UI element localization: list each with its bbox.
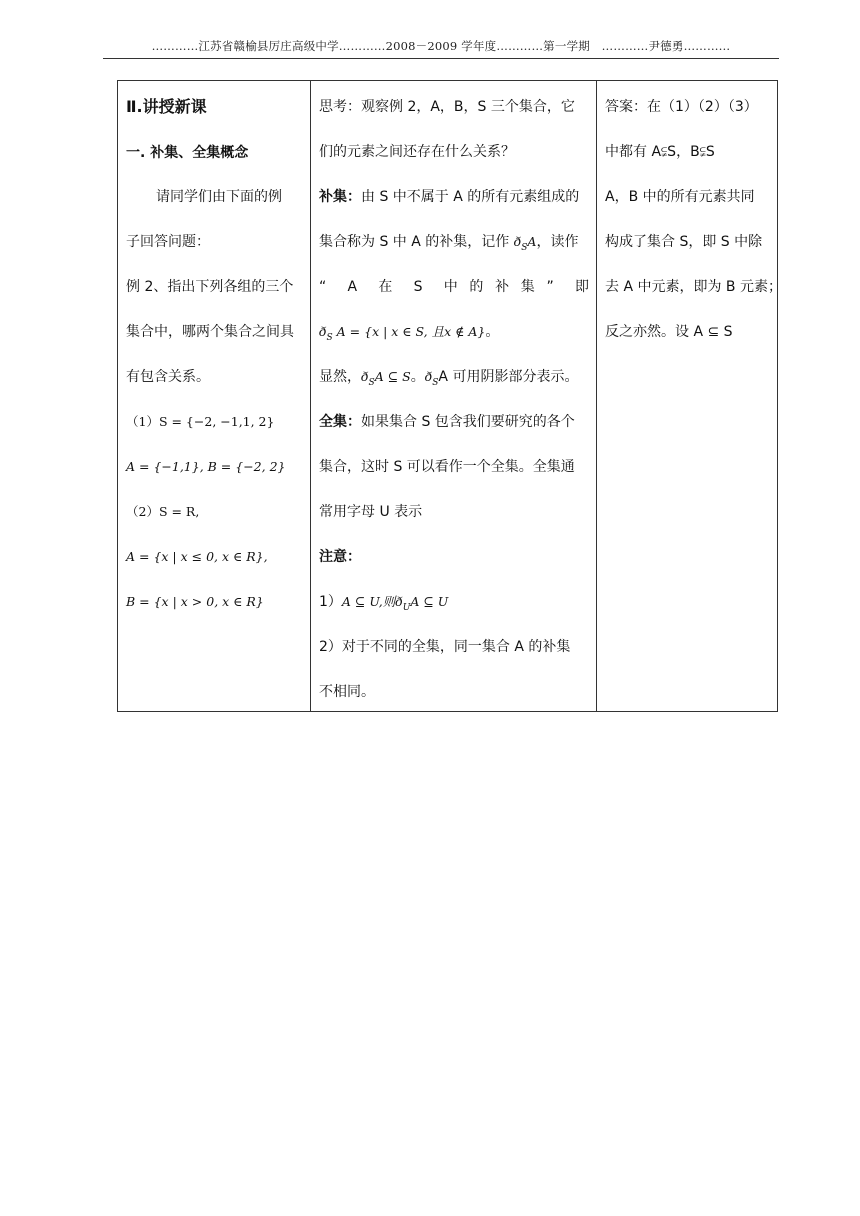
- subsection-heading: 一. 补集、全集概念: [126, 145, 249, 161]
- formula-fragment: A ⊆ U: [410, 594, 449, 609]
- term-universal-set: 全集：: [319, 414, 361, 430]
- text-line: 请同学们由下面的例: [156, 189, 282, 205]
- subscript: S: [432, 377, 439, 388]
- formula-line: （1）S = {−2, −1,1, 2}: [126, 414, 275, 429]
- complement-symbol: ð: [319, 324, 327, 339]
- text-line: [319, 277, 589, 297]
- text-fragment: 1）: [319, 594, 342, 610]
- term-complement: 补集：: [319, 189, 361, 205]
- text-line: 构成了集合 S，即 S 中除: [605, 234, 763, 250]
- formula-line: B = {x | x > 0, x ∈ R}: [126, 594, 264, 609]
- text-line: 例 2、指出下列各组的三个: [126, 279, 294, 295]
- text-fragment: 集合称为 S 中 A 的补集，记作: [319, 234, 514, 250]
- header-rule: [103, 58, 779, 59]
- text-fragment: 显然，: [319, 369, 361, 385]
- note-line: 2）对于不同的全集，同一集合 A 的补集: [319, 639, 571, 655]
- definition-line: [319, 187, 579, 207]
- text-fragment: A 可用阴影部分表示。: [438, 369, 579, 385]
- subscript: S: [521, 242, 528, 253]
- subset-formula: A ⊆ S: [374, 369, 411, 384]
- math-var: A: [527, 234, 537, 249]
- text-fragment: 由 S 中不属于 A 的所有元素组成的: [361, 189, 580, 205]
- subscript: S: [326, 332, 333, 343]
- formula-line: A = {−1,1}, B = {−2, 2}: [126, 459, 286, 474]
- column-lesson: [118, 81, 311, 711]
- note-line: [319, 592, 448, 618]
- formula-line: [319, 322, 499, 348]
- text-fragment: “ A 在 S 中 的 补 集 ” 即: [319, 279, 589, 295]
- complement-symbol: ð: [513, 234, 522, 249]
- text-line: 们的元素之间还存在什么关系？: [319, 144, 515, 160]
- formula-line: A = {x | x ≤ 0, x ∈ R},: [126, 549, 268, 564]
- text-fragment: 。: [410, 369, 425, 385]
- text-fragment: 。: [485, 324, 500, 340]
- definition-line: [319, 412, 575, 432]
- formula-line: （2）S = R,: [126, 504, 200, 519]
- text-fragment: ，读作: [536, 234, 579, 250]
- text-line: 中都有 A⫋S，B⫋S: [605, 144, 715, 160]
- lesson-table: [117, 80, 782, 712]
- formula-fragment: A ⊆ U,则ð: [341, 594, 403, 609]
- section-heading: Ⅱ.讲授新课: [126, 97, 207, 116]
- text-line: [319, 232, 578, 258]
- complement-symbol: ð: [424, 369, 433, 384]
- complement-symbol: ð: [361, 369, 369, 384]
- text-line: 去 A 中元素，即为 B 元素；: [605, 279, 782, 295]
- column-answer: [597, 81, 782, 711]
- text-line: 常用字母 U 表示: [319, 504, 423, 520]
- text-line: 反之亦然。设 A ⊆ S: [605, 324, 733, 340]
- text-line: [319, 367, 578, 393]
- text-line: 集合中，哪两个集合之间具: [126, 324, 294, 340]
- note-line: 不相同。: [319, 684, 375, 700]
- text-line: 集合，这时 S 可以看作一个全集。全集通: [319, 459, 575, 475]
- page-header: …………江苏省赣榆县厉庄高级中学…………2008－2009 学年度…………第一学期 …………尹德勇…………: [151, 39, 731, 53]
- text-fragment: 如果集合 S 包含我们要研究的各个: [361, 414, 575, 430]
- subscript: U: [402, 602, 411, 613]
- text-line: 答案：在（1）（2）（3）: [605, 99, 758, 115]
- text-line: 有包含关系。: [126, 369, 210, 385]
- text-line: 子回答问题：: [126, 234, 210, 250]
- column-thinking: [311, 81, 597, 711]
- complement-definition: A = {x | x ∈ S, 且x ∉ A}: [332, 324, 486, 339]
- text-line: A，B 中的所有元素共同: [605, 189, 755, 205]
- text-line: 思考：观察例 2，A，B，S 三个集合，它: [319, 99, 575, 115]
- subscript: S: [368, 377, 375, 388]
- note-heading: 注意：: [319, 549, 361, 565]
